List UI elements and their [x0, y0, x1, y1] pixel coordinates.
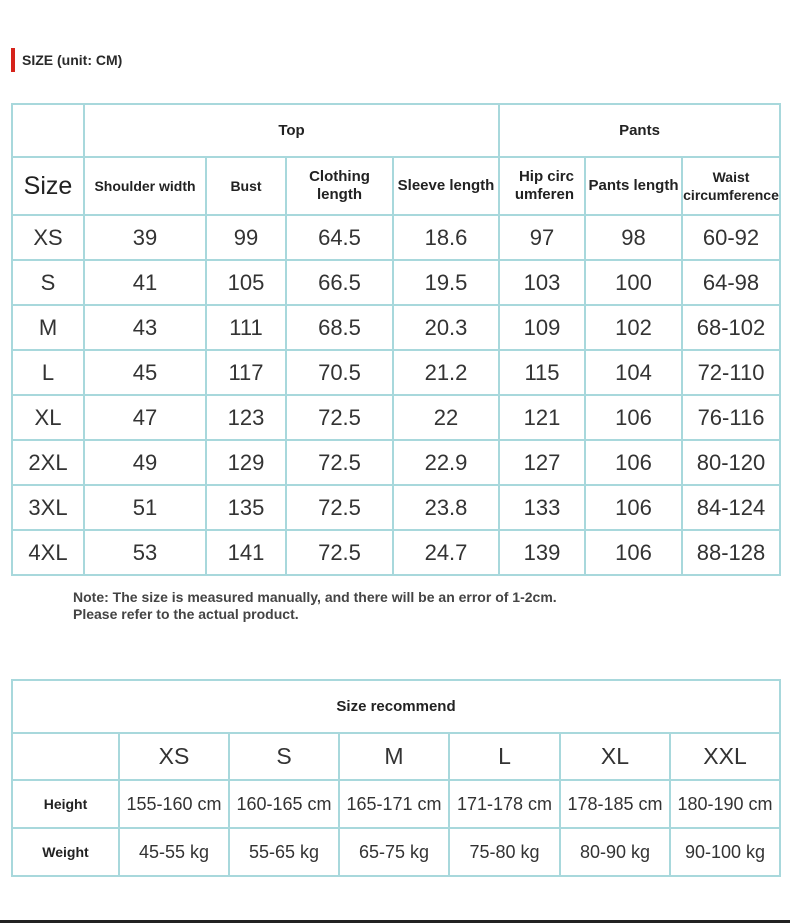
- heading-accent-bar: [11, 48, 15, 72]
- value-cell: 72.5: [286, 395, 393, 440]
- recommend-size-header: S: [229, 733, 339, 780]
- value-cell: 68.5: [286, 305, 393, 350]
- recommend-title-row: [12, 680, 780, 733]
- corner-cell: [12, 104, 84, 157]
- value-cell: 19.5: [393, 260, 499, 305]
- value-cell: 20.3: [393, 305, 499, 350]
- size-column-header: Size: [12, 157, 84, 215]
- recommend-value-cell: 165-171 cm: [339, 780, 449, 828]
- value-cell: 106: [585, 485, 682, 530]
- value-cell: 109: [499, 305, 585, 350]
- value-cell: 22: [393, 395, 499, 440]
- value-cell: 53: [84, 530, 206, 575]
- value-cell: 72.5: [286, 440, 393, 485]
- value-cell: 64-98: [682, 260, 780, 305]
- table-row: [12, 440, 780, 485]
- recommend-value-cell: 65-75 kg: [339, 828, 449, 876]
- size-cell: XL: [12, 395, 84, 440]
- value-cell: 141: [206, 530, 286, 575]
- value-cell: 18.6: [393, 215, 499, 260]
- value-cell: 72.5: [286, 530, 393, 575]
- recommend-value-cell: 90-100 kg: [670, 828, 780, 876]
- group-pants-header: Pants: [499, 104, 780, 157]
- value-cell: 21.2: [393, 350, 499, 395]
- column-header-pants-length: Pants length: [585, 157, 682, 215]
- size-chart-table: [11, 103, 781, 576]
- size-table-body: [12, 215, 780, 575]
- recommend-value-cell: 180-190 cm: [670, 780, 780, 828]
- recommend-value-cell: 160-165 cm: [229, 780, 339, 828]
- value-cell: 84-124: [682, 485, 780, 530]
- value-cell: 72.5: [286, 485, 393, 530]
- value-cell: 97: [499, 215, 585, 260]
- value-cell: 98: [585, 215, 682, 260]
- value-cell: 106: [585, 395, 682, 440]
- recommend-value-cell: 75-80 kg: [449, 828, 560, 876]
- recommend-row-label: Height: [12, 780, 119, 828]
- value-cell: 133: [499, 485, 585, 530]
- recommend-value-cell: 80-90 kg: [560, 828, 670, 876]
- value-cell: 43: [84, 305, 206, 350]
- size-cell: 2XL: [12, 440, 84, 485]
- value-cell: 76-116: [682, 395, 780, 440]
- column-header-row: [12, 157, 780, 215]
- value-cell: 60-92: [682, 215, 780, 260]
- recommend-row-label: Weight: [12, 828, 119, 876]
- value-cell: 45: [84, 350, 206, 395]
- group-top-header: Top: [84, 104, 499, 157]
- value-cell: 39: [84, 215, 206, 260]
- column-header-shoulder-width: Shoulder width: [84, 157, 206, 215]
- value-cell: 121: [499, 395, 585, 440]
- value-cell: 115: [499, 350, 585, 395]
- value-cell: 129: [206, 440, 286, 485]
- value-cell: 123: [206, 395, 286, 440]
- table-row: [12, 530, 780, 575]
- value-cell: 64.5: [286, 215, 393, 260]
- value-cell: 51: [84, 485, 206, 530]
- value-cell: 47: [84, 395, 206, 440]
- recommend-value-cell: 45-55 kg: [119, 828, 229, 876]
- value-cell: 139: [499, 530, 585, 575]
- value-cell: 135: [206, 485, 286, 530]
- recommend-corner-cell: [12, 733, 119, 780]
- table-row: [12, 260, 780, 305]
- size-cell: 4XL: [12, 530, 84, 575]
- recommend-size-header: XL: [560, 733, 670, 780]
- column-header-sleeve-length: Sleeve length: [393, 157, 499, 215]
- value-cell: 23.8: [393, 485, 499, 530]
- value-cell: 68-102: [682, 305, 780, 350]
- value-cell: 70.5: [286, 350, 393, 395]
- value-cell: 102: [585, 305, 682, 350]
- column-header-clothing-length: Clothing length: [286, 157, 393, 215]
- value-cell: 80-120: [682, 440, 780, 485]
- recommend-value-cell: 178-185 cm: [560, 780, 670, 828]
- value-cell: 88-128: [682, 530, 780, 575]
- value-cell: 99: [206, 215, 286, 260]
- value-cell: 72-110: [682, 350, 780, 395]
- section-heading: [11, 48, 122, 72]
- heading-label: SIZE (unit: CM): [22, 52, 123, 68]
- recommend-title: Size recommend: [12, 680, 780, 733]
- value-cell: 106: [585, 440, 682, 485]
- size-cell: L: [12, 350, 84, 395]
- value-cell: 66.5: [286, 260, 393, 305]
- value-cell: 117: [206, 350, 286, 395]
- table-row: [12, 828, 780, 876]
- table-row: [12, 780, 780, 828]
- recommend-size-header: XS: [119, 733, 229, 780]
- column-header-hip: Hip circumferen: [499, 157, 585, 215]
- value-cell: 22.9: [393, 440, 499, 485]
- column-header-waist: Waist circumference: [682, 157, 780, 215]
- recommend-size-header: M: [339, 733, 449, 780]
- value-cell: 41: [84, 260, 206, 305]
- column-header-bust: Bust: [206, 157, 286, 215]
- group-header-row: [12, 104, 780, 157]
- recommend-size-row: [12, 733, 780, 780]
- table-row: [12, 305, 780, 350]
- recommend-size-header: XXL: [670, 733, 780, 780]
- recommend-table-body: [12, 780, 780, 876]
- value-cell: 49: [84, 440, 206, 485]
- size-cell: XS: [12, 215, 84, 260]
- size-cell: M: [12, 305, 84, 350]
- recommend-size-header: L: [449, 733, 560, 780]
- value-cell: 104: [585, 350, 682, 395]
- value-cell: 24.7: [393, 530, 499, 575]
- size-cell: S: [12, 260, 84, 305]
- value-cell: 106: [585, 530, 682, 575]
- value-cell: 105: [206, 260, 286, 305]
- value-cell: 103: [499, 260, 585, 305]
- recommend-value-cell: 55-65 kg: [229, 828, 339, 876]
- table-row: [12, 350, 780, 395]
- recommend-value-cell: 171-178 cm: [449, 780, 560, 828]
- table-row: [12, 485, 780, 530]
- size-cell: 3XL: [12, 485, 84, 530]
- recommend-value-cell: 155-160 cm: [119, 780, 229, 828]
- value-cell: 111: [206, 305, 286, 350]
- value-cell: 100: [585, 260, 682, 305]
- measurement-note: Note: The size is measured manually, and there will be an error of 1-2cm. Please refer to the actual product.: [73, 589, 557, 622]
- table-row: [12, 215, 780, 260]
- size-recommend-table: [11, 679, 781, 877]
- value-cell: 127: [499, 440, 585, 485]
- table-row: [12, 395, 780, 440]
